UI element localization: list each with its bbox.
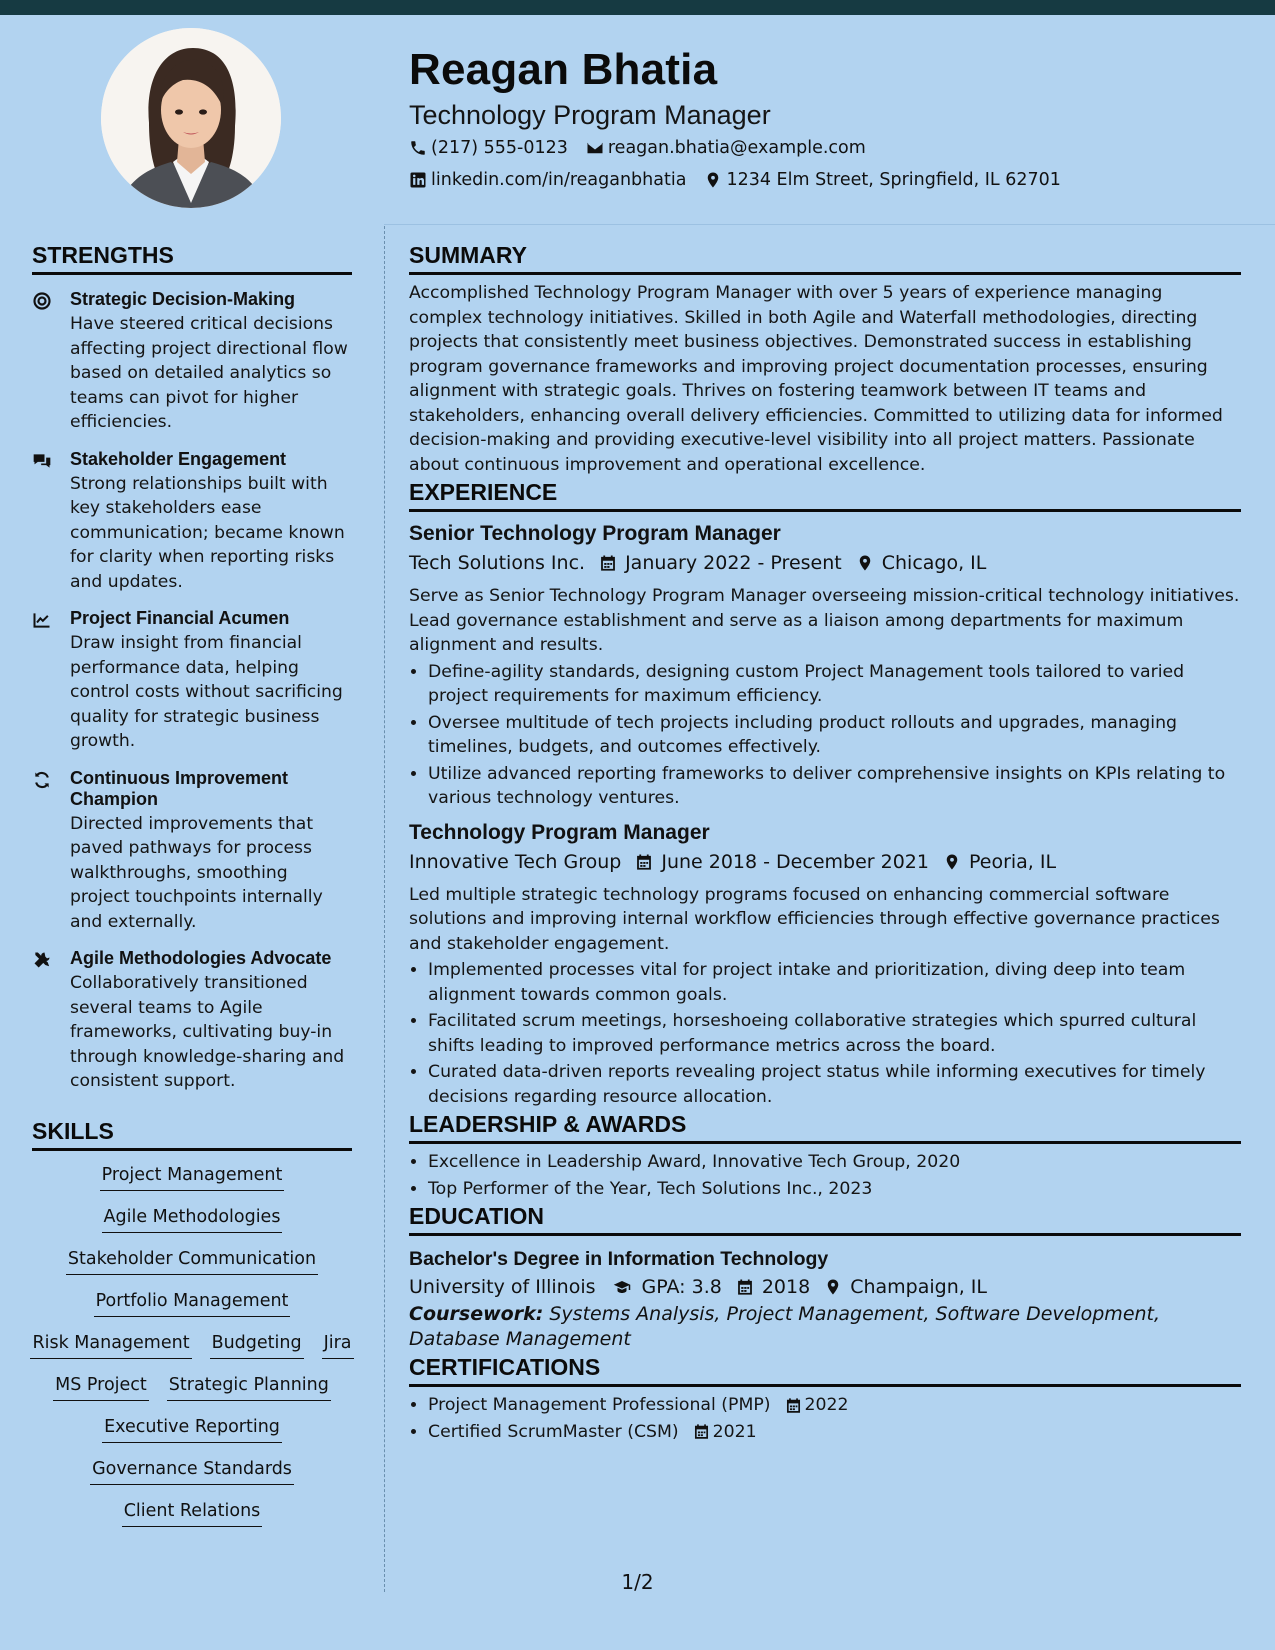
company-name: Tech Solutions Inc. xyxy=(409,552,586,574)
target-icon xyxy=(32,291,52,311)
email-contact[interactable] xyxy=(586,138,866,158)
resume-header xyxy=(409,42,1249,196)
experience-heading: EXPERIENCE xyxy=(409,477,1241,512)
school-location: Champaign, IL xyxy=(850,1276,988,1298)
page-number: 1/2 xyxy=(621,1570,654,1594)
phone-contact[interactable] xyxy=(409,138,568,158)
column-divider xyxy=(384,226,385,1592)
job-bullet: • Curated data-driven reports revealing project status while informing executives for timely decisions regarding resource allocation. xyxy=(428,1060,1241,1109)
skill-tag: Strategic Planning xyxy=(167,1373,331,1401)
strength-name: Project Financial Acumen xyxy=(70,608,290,628)
skill-tag: Agile Methodologies xyxy=(102,1205,283,1233)
certification-item xyxy=(428,1420,1241,1445)
right-column xyxy=(409,240,1241,1444)
skills-list xyxy=(32,1163,352,1527)
strength-item xyxy=(32,449,352,595)
summary-text: Accomplished Technology Program Manager with over 5 years of experience managing complex technology initiatives. Skilled in both Agile and Waterfall methodologies, directing projects that consistently meet business objectives. Demonstrated success in establishing program governance frameworks and improving project documentation processes, ensuring alignment with strategic goals. Thrives on fostering teamwork between IT teams and stakeholders, enhancing overall delivery efficiencies. Committed to utilizing data for informed decision-making and providing executive-level visibility into all project matters. Passionate about continuous improvement and operational excellence. xyxy=(409,283,1223,475)
candidate-title: Technology Program Manager xyxy=(409,100,771,130)
strength-item xyxy=(32,608,352,754)
awards-heading: LEADERSHIP & AWARDS xyxy=(409,1109,1241,1144)
certification-name: • Project Management Professional (PMP) xyxy=(428,1395,771,1415)
job-title: Technology Program Manager xyxy=(409,820,710,844)
job-bullet: • Define-agility standards, designing custom Project Management tools tailored to varied project requirements for maximum efficiency. xyxy=(428,660,1241,709)
calendar-icon xyxy=(785,1397,802,1414)
left-column xyxy=(32,240,352,1527)
skills-heading: SKILLS xyxy=(32,1116,352,1151)
strength-name: Continuous Improvement Champion xyxy=(70,767,289,809)
line-chart-icon xyxy=(32,610,52,630)
job-entry xyxy=(409,819,1241,1110)
strength-name: Strategic Decision-Making xyxy=(70,289,296,309)
calendar-icon xyxy=(736,1278,754,1296)
certifications-list xyxy=(409,1393,1241,1444)
skill-tag: Governance Standards xyxy=(90,1457,294,1485)
skill-tag: Risk Management xyxy=(30,1331,191,1359)
skill-tag: Executive Reporting xyxy=(102,1415,282,1443)
envelope-icon xyxy=(586,139,604,157)
email-text: reagan.bhatia@example.com xyxy=(607,138,866,158)
strength-desc: Draw insight from financial performance data, helping control costs without sacrificing quality for strategic business growth. xyxy=(70,633,343,751)
job-bullets xyxy=(409,958,1241,1109)
job-bullets xyxy=(409,660,1241,811)
job-description: Led multiple strategic technology programs focused on enhancing commercial software solutions and improving internal workflow efficiencies through effective governance practices and stakeholder engagement. xyxy=(409,884,1220,954)
linkedin-icon xyxy=(409,171,427,189)
job-bullet: • Oversee multitude of tech projects including product rollouts and upgrades, managing timelines, budgets, and outcomes effectively. xyxy=(428,711,1241,760)
degree-title: Bachelor's Degree in Information Technology xyxy=(409,1248,829,1270)
gpa-text: GPA: 3.8 xyxy=(641,1276,722,1298)
map-marker-icon xyxy=(856,554,874,572)
top-bar xyxy=(0,0,1275,15)
certification-year: 2021 xyxy=(712,1421,757,1442)
map-marker-icon xyxy=(824,1278,842,1296)
job-location: Peoria, IL xyxy=(968,850,1057,873)
comments-icon xyxy=(32,451,52,471)
skill-tag: Client Relations xyxy=(122,1499,263,1527)
calendar-icon xyxy=(599,554,617,572)
company-name: Innovative Tech Group xyxy=(409,850,622,873)
job-dates: January 2022 - Present xyxy=(625,552,842,574)
skill-tag: Portfolio Management xyxy=(94,1289,291,1317)
certifications-heading: CERTIFICATIONS xyxy=(409,1352,1241,1387)
candidate-name: Reagan Bhatia xyxy=(409,45,718,94)
certification-year: 2022 xyxy=(804,1395,849,1415)
award-item: • Excellence in Leadership Award, Innovative Tech Group, 2020 xyxy=(428,1150,1241,1175)
strength-item xyxy=(32,948,352,1094)
job-dates: June 2018 - December 2021 xyxy=(661,850,929,873)
strength-item xyxy=(32,768,352,935)
strength-name: Agile Methodologies Advocate xyxy=(70,948,332,968)
strength-desc: Have steered critical decisions affecting project directional flow based on detailed analytics so teams can pivot for higher efficiencies. xyxy=(70,314,348,432)
profile-photo xyxy=(101,28,281,208)
contact-row-1 xyxy=(409,132,1249,164)
job-description: Serve as Senior Technology Program Manager overseeing mission-critical technology initiatives. Lead governance establishment and serve as a liaison among departments for maximum alignment and results. xyxy=(409,586,1240,655)
job-entry xyxy=(409,520,1241,811)
address-text: 1234 Elm Street, Springfield, IL 62701 xyxy=(726,170,1061,190)
education-heading: EDUCATION xyxy=(409,1201,1241,1236)
certification-item xyxy=(428,1393,1241,1418)
job-location: Chicago, IL xyxy=(881,552,987,574)
strength-desc: Directed improvements that paved pathways for process walkthroughs, smoothing project touchpoints internally and externally. xyxy=(70,813,323,932)
coursework-text: Systems Analysis, Project Management, Software Development, Database Management xyxy=(409,1303,1161,1350)
skill-tag: MS Project xyxy=(53,1373,149,1401)
job-meta xyxy=(409,548,1241,578)
calendar-icon xyxy=(635,853,653,871)
certification-name: • Certified ScrumMaster (CSM) xyxy=(428,1421,679,1442)
graduation-year: 2018 xyxy=(761,1276,811,1298)
skill-tag: Project Management xyxy=(100,1163,285,1191)
job-bullet: • Facilitated scrum meetings, horseshoeing collaborative strategies which spurred cultural shifts leading to improved performance metrics across the board. xyxy=(428,1009,1241,1058)
school-name: University of Illinois xyxy=(409,1276,596,1298)
coursework-label: Coursework: xyxy=(409,1303,544,1325)
strength-name: Stakeholder Engagement xyxy=(70,448,287,469)
strength-desc: Strong relationships built with key stakeholders ease communication; became known for clarity when reporting risks and updates. xyxy=(70,473,345,592)
map-marker-icon xyxy=(704,171,722,189)
header-divider xyxy=(384,224,1275,225)
sync-icon xyxy=(32,770,52,790)
skill-tag: Jira xyxy=(322,1331,354,1359)
calendar-icon xyxy=(693,1423,710,1440)
job-bullet: • Implemented processes vital for project intake and prioritization, diving deep into team alignment towards common goals. xyxy=(428,958,1241,1007)
skill-tag: Stakeholder Communication xyxy=(66,1247,318,1275)
job-meta xyxy=(409,847,1241,877)
strength-item xyxy=(32,289,352,435)
coursework xyxy=(409,1302,1241,1352)
award-item: • Top Performer of the Year, Tech Solutions Inc., 2023 xyxy=(428,1177,1241,1202)
job-bullet: • Utilize advanced reporting frameworks to deliver comprehensive insights on KPIs relating to various technology ventures. xyxy=(428,762,1241,811)
job-title: Senior Technology Program Manager xyxy=(409,522,781,545)
map-marker-icon xyxy=(943,853,961,871)
strength-desc: Collaboratively transitioned several teams to Agile frameworks, cultivating buy-in through knowledge-sharing and consistent support. xyxy=(70,973,345,1091)
linkedin-contact[interactable] xyxy=(409,170,686,190)
phone-text: (217) 555-0123 xyxy=(431,138,568,158)
strengths-heading: STRENGTHS xyxy=(32,240,352,275)
graduation-cap-icon xyxy=(610,1278,634,1296)
phone-icon xyxy=(409,139,427,157)
skill-tag: Budgeting xyxy=(210,1331,304,1359)
summary-heading: SUMMARY xyxy=(409,240,1241,275)
contact-row-2 xyxy=(409,164,1249,196)
education-meta xyxy=(409,1272,1241,1302)
linkedin-text: linkedin.com/in/reaganbhatia xyxy=(431,170,687,190)
address-contact xyxy=(704,170,1060,190)
awards-list xyxy=(409,1150,1241,1201)
tools-icon xyxy=(32,950,52,970)
